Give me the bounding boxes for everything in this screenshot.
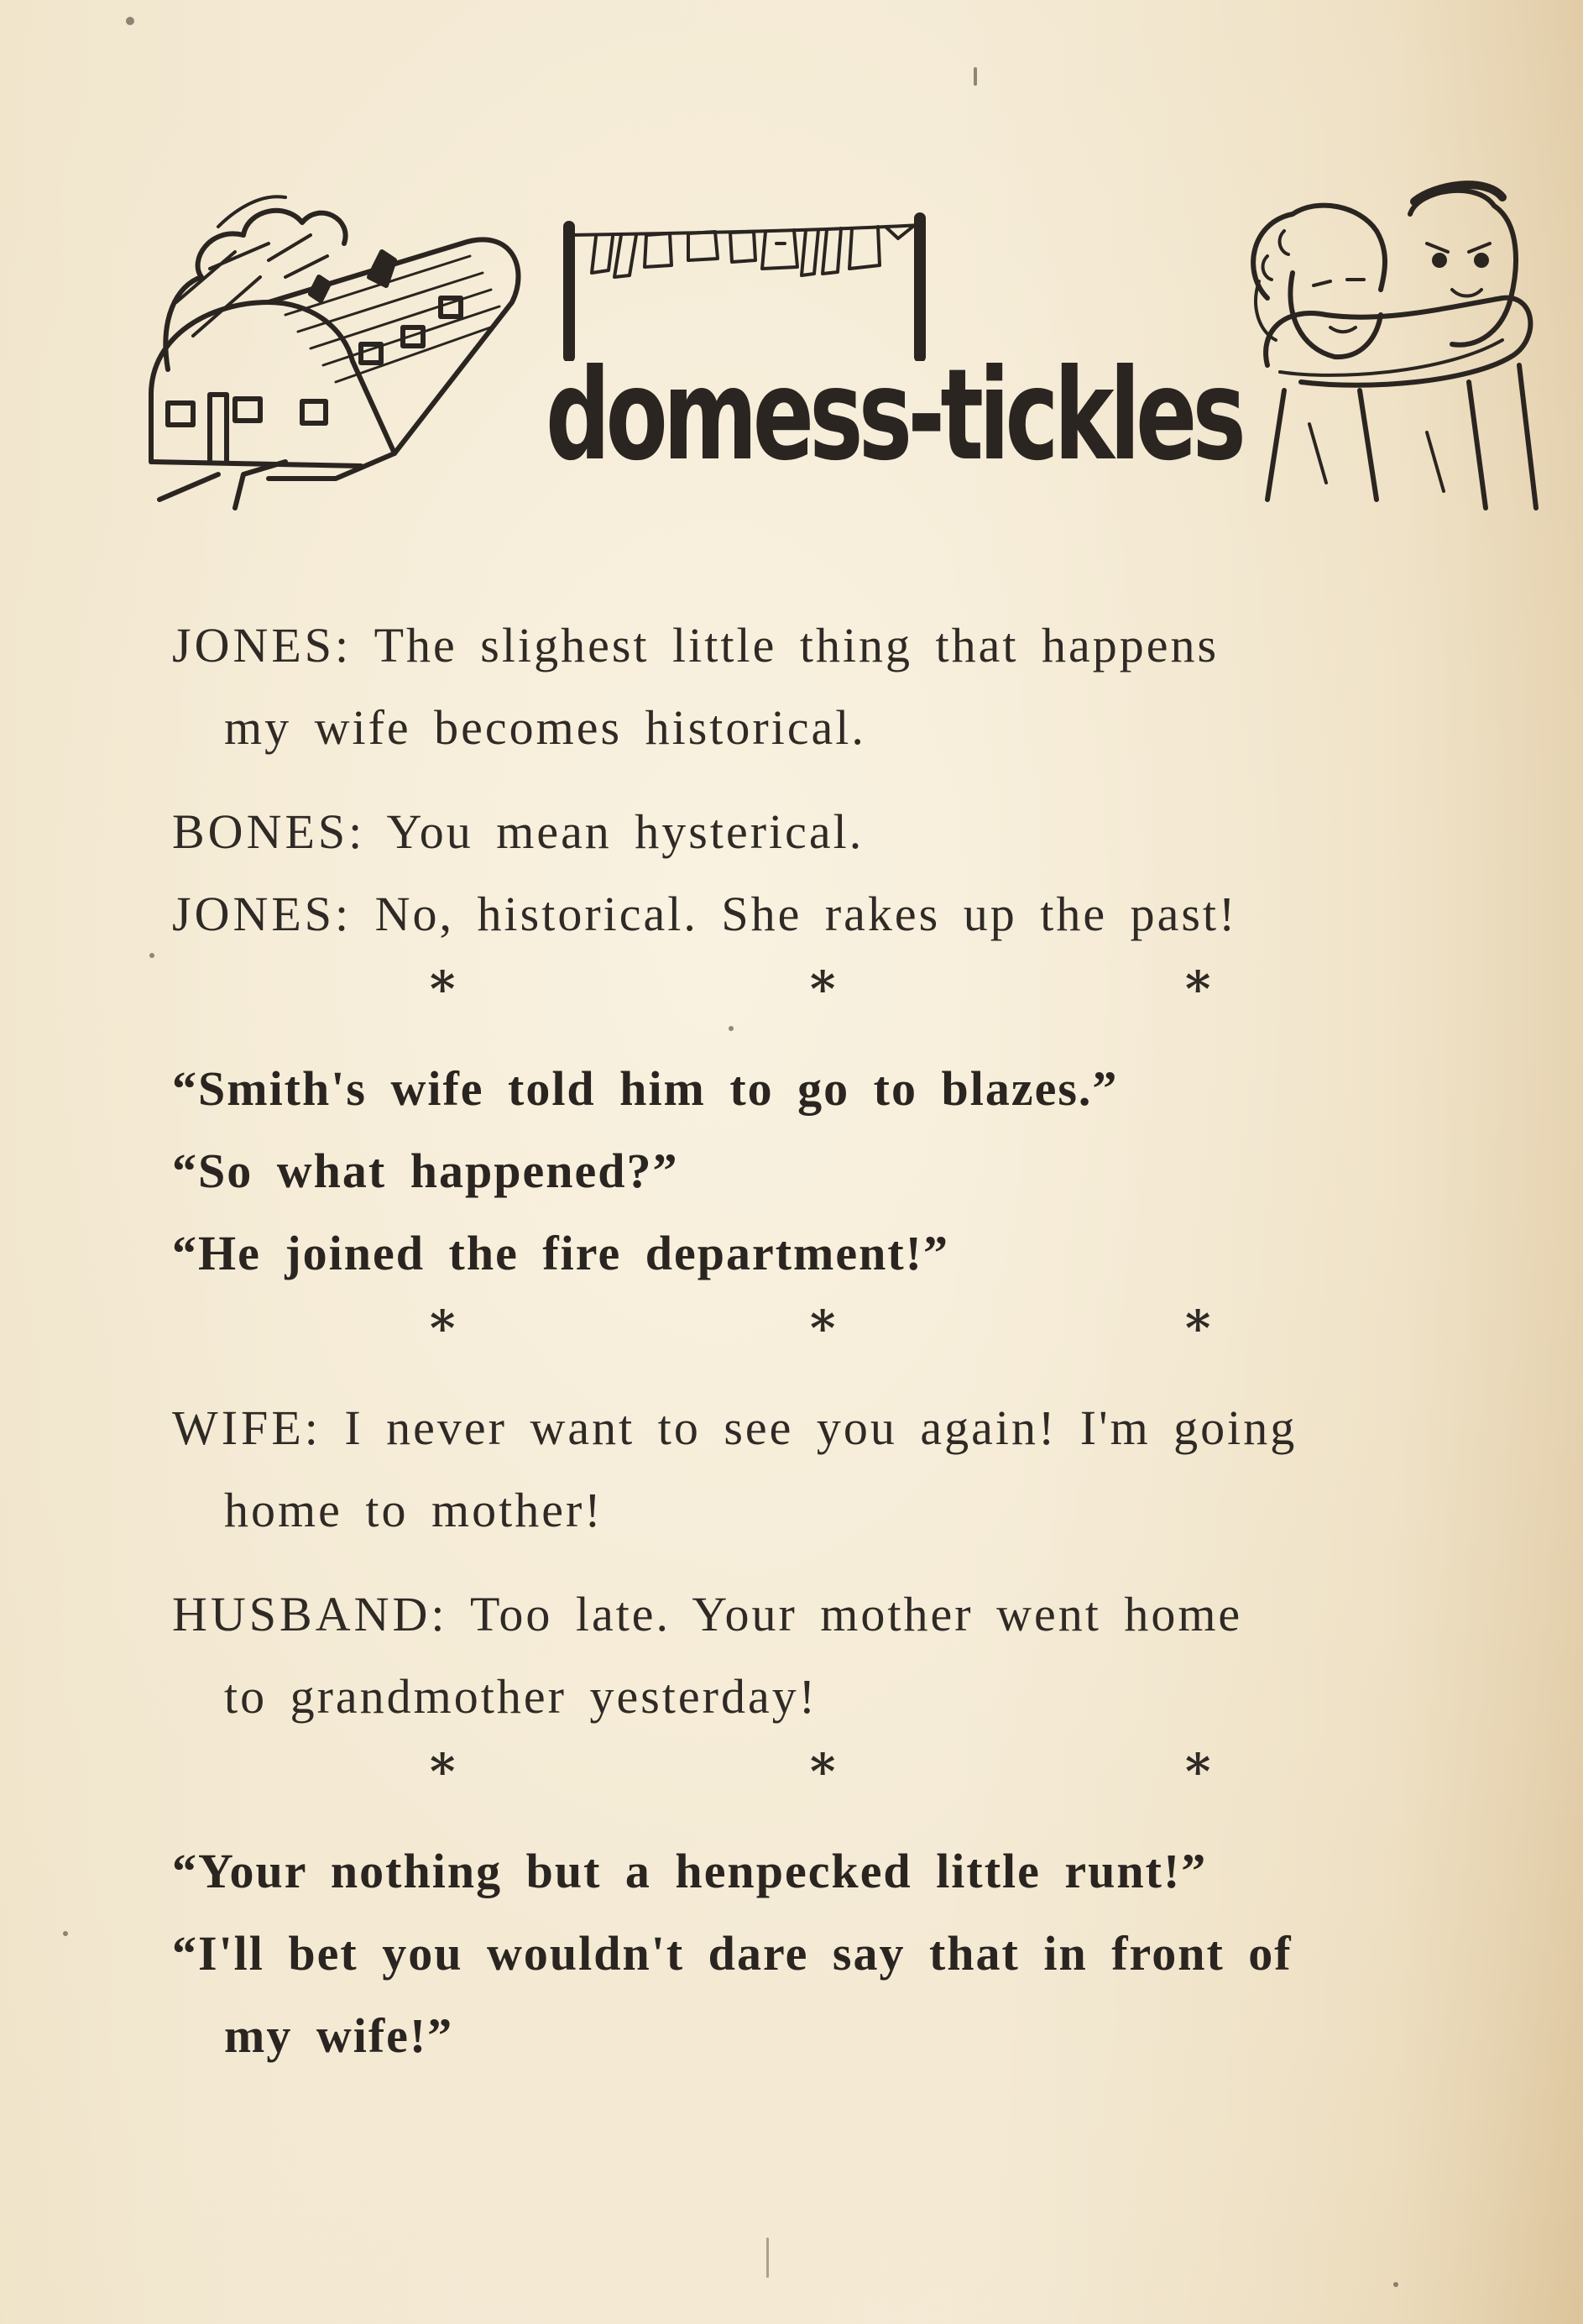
dialog-continuation: to grandmother yesterday! [224, 1669, 818, 1724]
dialog-line [172, 605, 1490, 687]
dialog-line [172, 1573, 1490, 1656]
quote-line: “Smith's wife told him to go to blazes.” [172, 1061, 1119, 1116]
clothesline-icon [546, 210, 1209, 361]
paper-speck [766, 2238, 769, 2278]
dialog-line [172, 791, 1490, 873]
joke-henpecked [172, 1830, 1490, 2077]
joke-jones-bones [172, 605, 1490, 955]
speaker-label: BONES: [172, 804, 366, 859]
asterisk: * [1185, 1743, 1211, 1800]
asterisk: * [430, 1300, 456, 1357]
paper-speck [974, 67, 977, 86]
dialog-line [172, 1387, 1490, 1469]
page-header [143, 168, 1553, 521]
paper-speck [126, 17, 134, 25]
jokes-content [172, 605, 1490, 2077]
asterisk: * [1185, 960, 1211, 1018]
dialog-text: You mean hysterical. [386, 804, 865, 859]
dialog-continuation: my wife becomes historical. [224, 700, 866, 755]
dialog-line [172, 873, 1490, 955]
dialog-continuation: home to mother! [224, 1483, 603, 1537]
speaker-label: JONES: [172, 618, 353, 673]
paper-speck [63, 1931, 68, 1936]
page-title: domess-tickles [546, 343, 1242, 489]
asterisk: * [810, 1743, 836, 1800]
asterisk-divider [172, 1738, 1490, 1830]
asterisk-divider [172, 1295, 1490, 1387]
quote-line: my wife!” [224, 2008, 454, 2063]
dialog-text: The slighest little thing that happens [374, 618, 1220, 673]
speaker-label: HUSBAND: [172, 1587, 448, 1641]
quonset-hut-icon [143, 176, 537, 512]
dialog-text: Too late. Your mother went home [469, 1587, 1243, 1641]
couple-icon [1234, 181, 1544, 516]
quote-line: “He joined the fire department!” [172, 1226, 949, 1280]
asterisk-divider [172, 955, 1490, 1048]
quote-line: “Your nothing but a henpecked little runt!” [172, 1844, 1208, 1898]
dialog-text: No, historical. She rakes up the past! [374, 887, 1238, 941]
joke-smith-blazes [172, 1048, 1490, 1295]
asterisk: * [430, 1743, 456, 1800]
asterisk: * [810, 1300, 836, 1357]
quote-line: “I'll bet you wouldn't dare say that in front of [172, 1926, 1293, 1981]
paper-speck [1393, 2282, 1398, 2287]
asterisk: * [1185, 1300, 1211, 1357]
title-block [546, 210, 1242, 512]
paper-speck [149, 953, 154, 958]
joke-wife-husband [172, 1387, 1490, 1738]
dialog-text: I never want to see you again! I'm going [344, 1400, 1298, 1455]
speaker-label: WIFE: [172, 1400, 321, 1455]
asterisk: * [430, 960, 456, 1018]
asterisk: * [810, 960, 836, 1018]
quote-line: “So what happened?” [172, 1144, 679, 1198]
speaker-label: JONES: [172, 887, 353, 941]
